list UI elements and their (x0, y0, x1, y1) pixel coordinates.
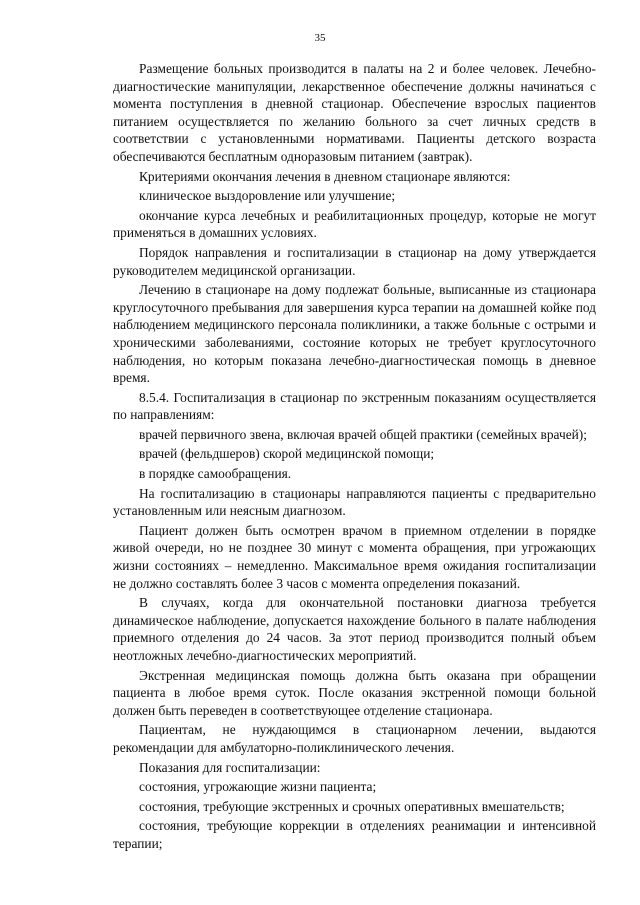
list-item-intensive-care: состояния, требующие коррекции в отделениях реанимации и интенсивной терапии; (113, 818, 596, 851)
list-item-surgery: состояния, требующие экстренных и срочных оперативных вмешательств; (139, 798, 565, 814)
list-item-primary-doctors: врачей первичного звена, включая врачей общей практики (семейных врачей); (139, 426, 587, 442)
list-item-recovery: клиническое выздоровление или улучшение; (139, 188, 396, 204)
paragraph-observation: В случаях, когда для окончательной постановки диагноза требуется динамическое наблюдение, допускается нахождение больного в палате наблюдения приемного отделения до 24 часов. За этот период производится полный объем неотложных лечебно-диагностических мероприятий. (113, 595, 596, 663)
list-item-ambulance: врачей (фельдшеров) скорой медицинской помощи; (139, 446, 435, 462)
page-number: 35 (314, 32, 326, 44)
paragraph-criteria-heading: Критериями окончания лечения в дневном стационаре являются: (139, 168, 511, 184)
paragraph-referral-diagnosis: На госпитализацию в стационары направляются пациенты с предварительно установленным или неясным диагнозом. (113, 485, 596, 519)
paragraph-recommendations: Пациентам, не нуждающимся в стационарном лечении, выдаются рекомендации для амбулаторно-поликлинического лечения. (113, 722, 596, 755)
list-item-life-threatening: состояния, угрожающие жизни пациента; (139, 779, 377, 795)
section-8-5-4-heading: 8.5.4. Госпитализация в стационар по экстренным показаниям осуществляется по направлениям: (113, 389, 596, 423)
paragraph-indications-heading: Показания для госпитализации: (139, 759, 321, 775)
document-body (113, 60, 596, 855)
list-item-self-referral: в порядке самообращения. (139, 466, 292, 482)
paragraph-emergency-care: Экстренная медицинская помощь должна быть оказана при обращении пациента в любое время суток. После оказания экстренной помощи больной должен быть переведен в соответствующее отделение стационара. (113, 667, 596, 718)
paragraph-home-hospital-patients: Лечению в стационаре на дому подлежат больные, выписанные из стационара круглосуточного пребывания для завершения курса терапии на домашней койке под наблюдением медицинского персонала поликлиники, а также больные с острыми и хроническими заболеваниями, состояние которых не требует круглосуточного наблюдения, но которым показана лечебно-диагностическая помощь в дневное время. (113, 282, 596, 386)
paragraph-home-hospital-order: Порядок направления и госпитализации в стационар на дому утверждается руководителем медицинской организации. (113, 244, 596, 278)
paragraph-placement: Размещение больных производится в палаты на 2 и более человек. Лечебно-диагностические манипуляции, лекарственное обеспечение должны начинаться с момента поступления в дневной стационар. Обеспечение взрослых пациентов питанием осуществляется по желанию больного за счет личных средств в соответствии с установленными нормативами. Пациенты детского возраста обеспечиваются бесплатным одноразовым питанием (завтрак). (113, 61, 596, 164)
list-item-course-completion: окончание курса лечебных и реабилитационных процедур, которые не могут применяться в домашних условиях. (113, 207, 596, 241)
paragraph-examination-time: Пациент должен быть осмотрен врачом в приемном отделении в порядке живой очереди, но не позднее 30 минут с момента обращения, при угрожающих жизни состояниях – немедленно. Максимальное время ожидания госпитализации не должно составлять более 3 часов с момента определения показаний. (113, 522, 596, 591)
